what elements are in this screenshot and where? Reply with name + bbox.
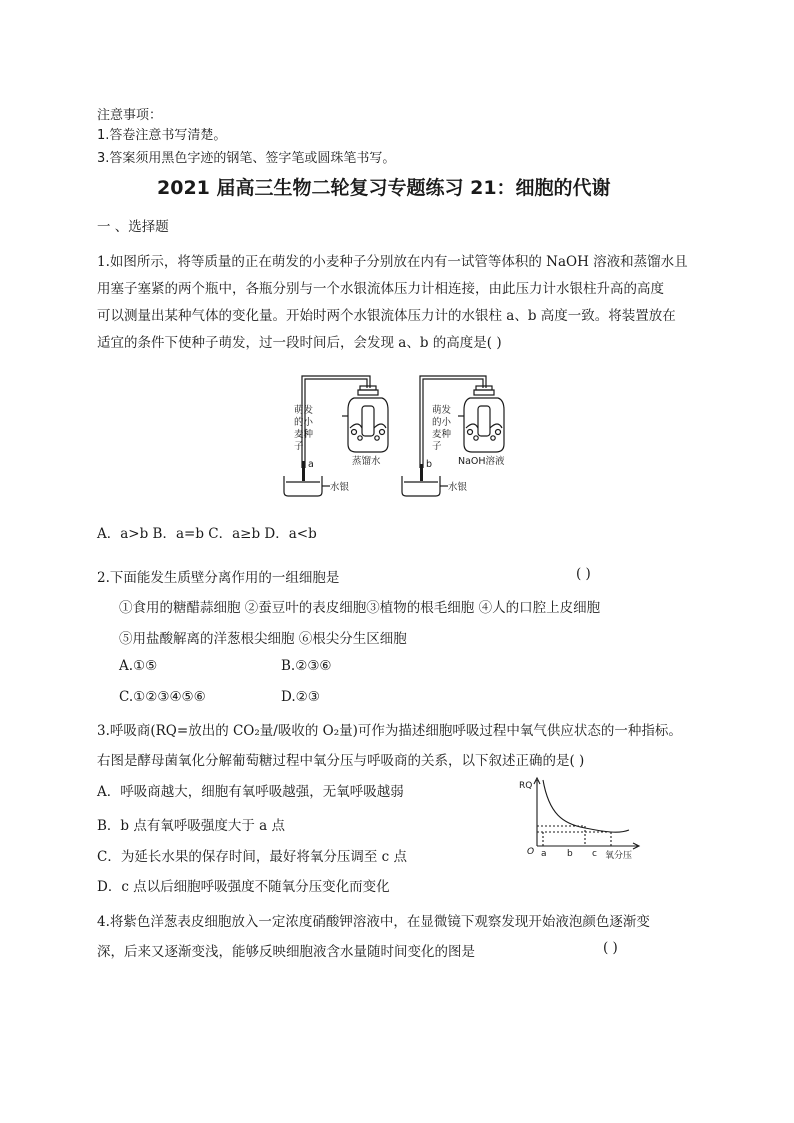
tick-a: a <box>541 849 547 859</box>
q1-options: A．a>b B．a=b C．a≥b D．a<b <box>97 526 317 542</box>
q4-answer-bracket: ( ) <box>603 940 618 956</box>
q2-option-b: B.②③⑥ <box>281 658 332 674</box>
svg-text:麦种: 麦种 <box>432 429 452 440</box>
q2-answer-bracket: ( ) <box>576 566 591 582</box>
q2-option-a: A.①⑤ <box>119 658 158 674</box>
q2-option-d: D.②③ <box>281 689 320 705</box>
q3-rq-graph <box>515 774 645 864</box>
notice-item-3: 3.答案须用黑色字迹的钢笔、签字笔或圆珠笔书写。 <box>97 151 396 166</box>
svg-text:萌发: 萌发 <box>432 405 452 416</box>
left-tube-label: a <box>308 459 314 470</box>
q1-line-3: 可以测量出某种气体的变化量。开始时两个水银流体压力计的水银柱 a、b 高度一致。将装置放在 <box>97 308 676 324</box>
q3-option-c: C．为延长水果的保存时间，最好将氧分压调至 c 点 <box>97 849 407 865</box>
notice-item-1: 1.答卷注意书写清楚。 <box>97 128 227 143</box>
q1-line-1: 1.如图所示，将等质量的正在萌发的小麦种子分别放在内有一试管等体积的 NaOH 溶液和蒸馏水且 <box>97 254 688 270</box>
right-mercury-label: 水银 <box>448 482 468 493</box>
page-title: 2021 届高三生物二轮复习专题练习 21：细胞的代谢 <box>157 177 611 199</box>
q1-line-4: 适宜的条件下使种子萌发，过一段时间后，会发现 a、b 的高度是( ) <box>97 335 502 351</box>
right-tube-label: b <box>426 459 433 470</box>
y-axis-label: RQ <box>519 781 533 791</box>
q3-line-2: 右图是酵母菌氧化分解葡萄糖过程中氧分压与呼吸商的关系，以下叙述正确的是( ) <box>97 753 585 769</box>
svg-text:的小: 的小 <box>432 417 452 428</box>
q3-option-d: D．c 点以后细胞呼吸强度不随氧分压变化而变化 <box>97 879 390 895</box>
left-mercury-label: 水银 <box>330 482 350 493</box>
right-inner-tube <box>478 406 490 436</box>
x-axis-label: 氧分压 <box>605 851 633 861</box>
q1-apparatus-figure <box>272 368 522 506</box>
notice-header: 注意事项： <box>97 108 163 123</box>
q4-line-2: 深，后来又逐渐变浅，能够反映细胞液含水量随时间变化的图是 <box>97 944 475 960</box>
rq-curve <box>543 780 629 832</box>
q4-line-1: 4.将紫色洋葱表皮细胞放入一定浓度硝酸钾溶液中，在显微镜下观察发现开始液泡颜色逐渐变 <box>97 914 650 930</box>
q3-option-b: B．b 点有氧呼吸强度大于 a 点 <box>97 818 285 834</box>
q3-option-a: A．呼吸商越大，细胞有氧呼吸越强，无氧呼吸越弱 <box>97 784 404 800</box>
tick-b: b <box>567 849 573 859</box>
q2-stem: 2.下面能发生质壁分离作用的一组细胞是 <box>97 570 340 586</box>
q1-line-2: 用塞子塞紧的两个瓶中，各瓶分别与一个水银流体压力计相连接，由此压力计水银柱升高的高度 <box>97 281 664 297</box>
left-liquid-label: 蒸馏水 <box>352 456 381 467</box>
q2-items-2: ⑤用盐酸解离的洋葱根尖细胞 ⑥根尖分生区细胞 <box>119 631 407 647</box>
right-liquid-label: NaOH溶液 <box>458 456 505 467</box>
q2-items-1: ①食用的糖醋蒜细胞 ②蚕豆叶的表皮细胞③植物的根毛细胞 ④人的口腔上皮细胞 <box>119 600 601 616</box>
svg-text:萌发: 萌发 <box>294 405 314 416</box>
section-heading: 一 、选择题 <box>97 219 169 235</box>
svg-text:麦种: 麦种 <box>294 429 314 440</box>
q3-line-1: 3.呼吸商(RQ=放出的 CO₂量/吸收的 O₂量)可作为描述细胞呼吸过程中氧气供应状态的一种指标。 <box>97 723 682 739</box>
left-inner-tube <box>362 406 374 436</box>
svg-text:子: 子 <box>432 441 442 452</box>
q2-option-c: C.①②③④⑤⑥ <box>119 689 206 705</box>
origin-label: O <box>527 847 535 857</box>
svg-text:的小: 的小 <box>294 417 314 428</box>
tick-c: c <box>592 849 597 859</box>
svg-text:子: 子 <box>294 441 304 452</box>
